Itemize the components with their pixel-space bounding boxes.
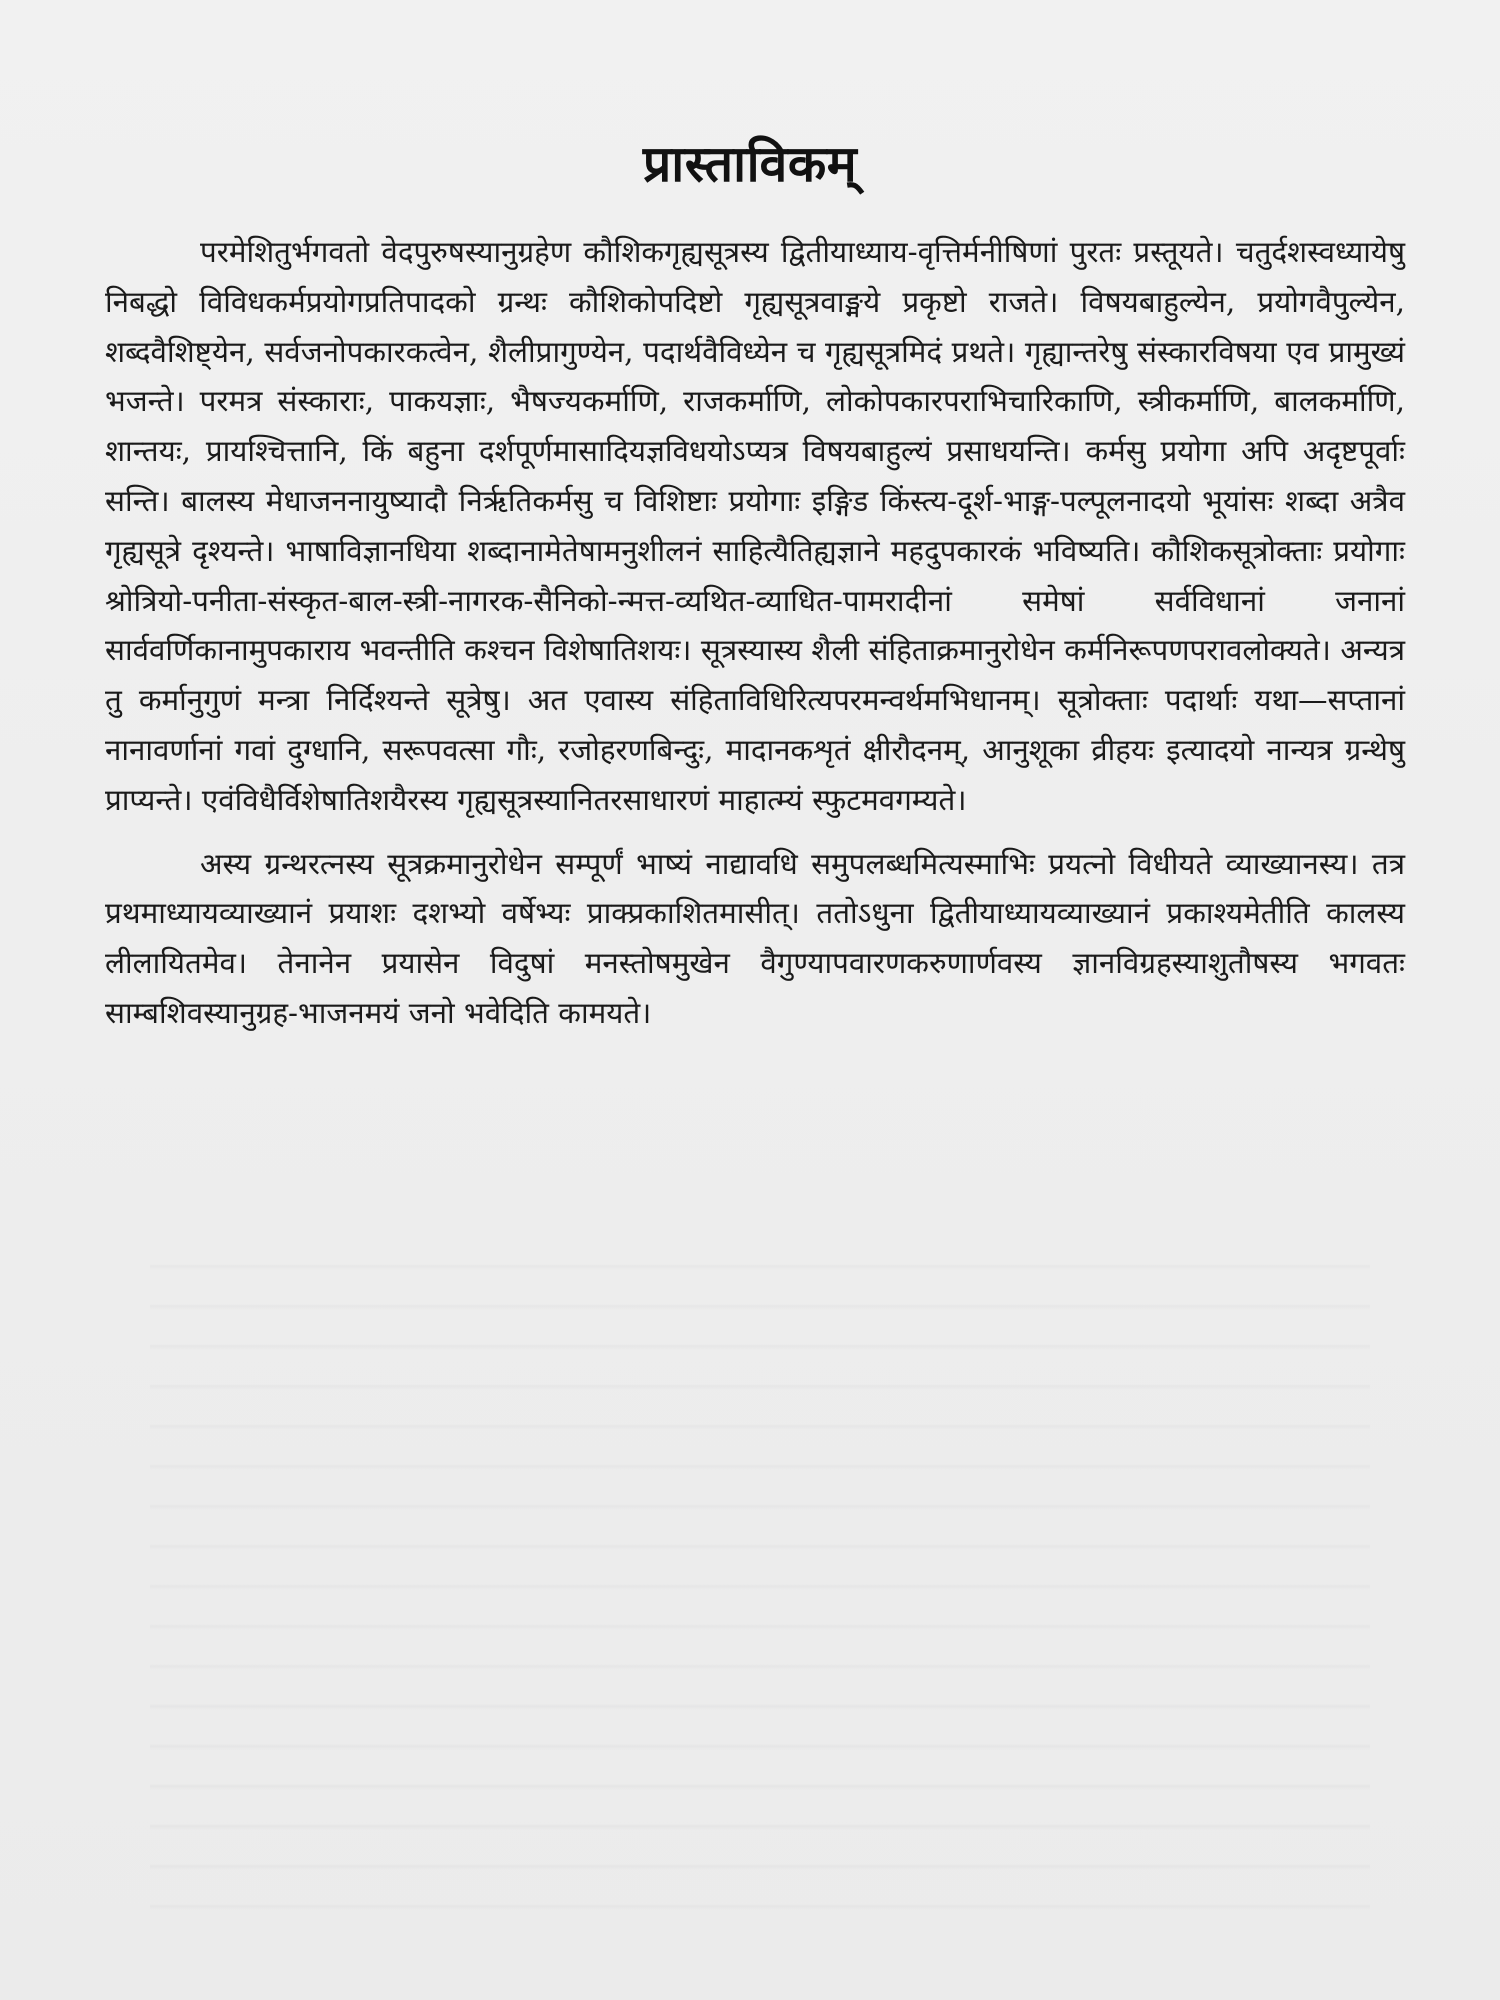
body-text	[105, 228, 1405, 1039]
paragraph-2: अस्य ग्रन्थरत्नस्य सूत्रक्रमानुरोधेन सम्पूर्णं भाष्यं नाद्यावधि समुपलब्धमित्यस्माभिः प्रयत्नो विधीयते व्याख्यानस्य। तत्र प्रथमाध्यायव्याख्यानं प्रयाशः दशभ्यो वर्षेभ्यः प्राक्प्रकाशितमासीत्। ततोऽधुना द्वितीयाध्यायव्याख्यानं प्रकाश्यमेतीति कालस्य लीलायितमेव। तेनानेन प्रयासेन विदुषां मनस्तोषमुखेन वैगुण्यापवारणकरुणार्णवस्य ज्ञानविग्रहस्याशुतौषस्य भगवतः साम्बशिवस्यानुग्रह-भाजनमयं जनो भवेदिति कामयते।	[105, 846, 1405, 1030]
show-through-texture	[150, 1230, 1370, 1930]
paragraph-1: परमेशितुर्भगवतो वेदपुरुषस्यानुग्रहेण कौशिकगृह्यसूत्रस्य द्वितीयाध्याय-वृत्तिर्मनीषिणां पुरतः प्रस्तूयते। चतुर्दशस्वध्यायेषु निबद्धो विविधकर्मप्रयोगप्रतिपादको ग्रन्थः कौशिकोपदिष्टो गृह्यसूत्रवाङ्मये प्रकृष्टो राजते। विषयबाहुल्येन, प्रयोगवैपुल्येन, शब्दवैशिष्ट्येन, सर्वजनोपकारकत्वेन, शैलीप्रागुण्येन, पदार्थवैविध्येन च गृह्यसूत्रमिदं प्रथते। गृह्यान्तरेषु संस्कारविषया एव प्रामुख्यं भजन्ते। परमत्र संस्काराः, पाकयज्ञाः, भैषज्यकर्माणि, राजकर्माणि, लोकोपकारपराभिचारिकाणि, स्त्रीकर्माणि, बालकर्माणि, शान्तयः, प्रायश्चित्तानि, किं बहुना दर्शपूर्णमासादियज्ञविधयोऽप्यत्र विषयबाहुल्यं प्रसाधयन्ति। कर्मसु प्रयोगा अपि अदृष्टपूर्वाः सन्ति। बालस्य मेधाजननायुष्यादौ निर्ऋतिकर्मसु च विशिष्टाः प्रयोगाः इङ्गिड किंस्त्य-दूर्श-भाङ्ग-पल्पूलनादयो भूयांसः शब्दा अत्रैव गृह्यसूत्रे दृश्यन्ते। भाषाविज्ञानधिया शब्दानामेतेषामनुशीलनं साहित्यैतिह्यज्ञाने महदुपकारकं भविष्यति। कौशिकसूत्रोक्ताः प्रयोगाः श्रोत्रियो-पनीता-संस्कृत-बाल-स्त्री-नागरक-सैनिको-न्मत्त-व्यथित-व्याधित-पामरादीनां समेषां सर्वविधानां जनानां सार्ववर्णिकानामुपकाराय भवन्तीति कश्चन विशेषातिशयः। सूत्रस्यास्य शैली संहिताक्रमानुरोधेन कर्मनिरूपणपरावलोक्यते। अन्यत्र तु कर्मानुगुणं मन्त्रा निर्दिश्यन्ते सूत्रेषु। अत एवास्य संहिताविधिरित्यपरमन्वर्थमभिधानम्। सूत्रोक्ताः पदार्थाः यथा—सप्तानां नानावर्णानां गवां दुग्धानि, सरूपवत्सा गौः, रजोहरणबिन्दुः, मादानकशृतं क्षीरौदनम्, आनुशूका व्रीहयः इत्यादयो नान्यत्र ग्रन्थेषु प्राप्यन्ते। एवंविधैर्विशेषातिशयैरस्य गृह्यसूत्रस्यानितरसाधारणं माहात्म्यं स्फुटमवगम्यते।	[105, 235, 1405, 817]
page-title: प्रास्ताविकम्	[642, 134, 858, 193]
